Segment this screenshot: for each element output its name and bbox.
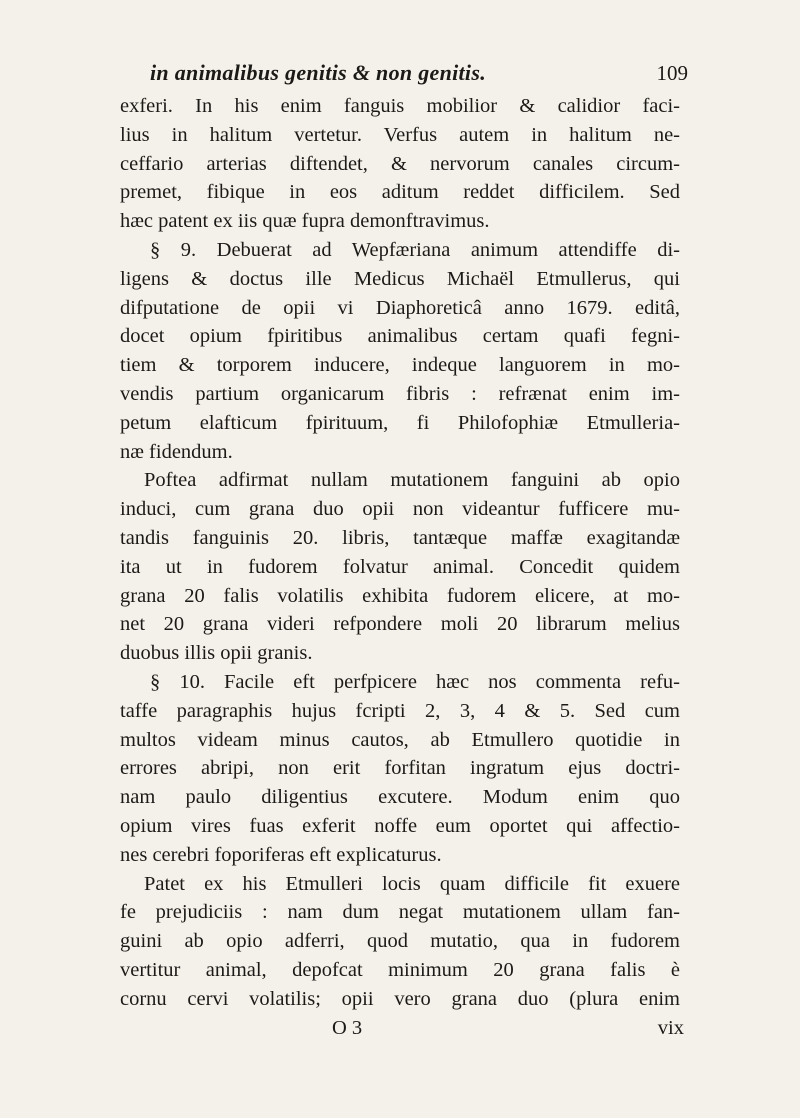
body-text bbox=[120, 92, 680, 1014]
text-line: ita ut in fudorem folvatur animal. Concedit quidem bbox=[120, 555, 680, 578]
text-line: vertitur animal, depofcat minimum 20 grana falis è bbox=[120, 958, 680, 981]
page-footer bbox=[120, 1014, 684, 1042]
text-line: ceffario arterias diftendet, & nervorum canales circum- bbox=[120, 152, 680, 175]
signature-mark: O 3 bbox=[332, 1016, 363, 1039]
text-line: exferi. In his enim fanguis mobilior & calidior faci- bbox=[120, 95, 680, 117]
text-line: vendis partium organicarum fibris : refrænat enim im- bbox=[120, 382, 680, 405]
text-line: errores abripi, non erit forfitan ingratum ejus doctri- bbox=[120, 757, 680, 780]
catchword: vix bbox=[657, 1016, 684, 1039]
text-line: nes cerebri foporiferas eft explicaturus. bbox=[120, 843, 442, 866]
text-line: næ fidendum. bbox=[120, 440, 233, 463]
text-line: tiem & torporem inducere, indeque languorem in mo- bbox=[120, 354, 680, 377]
text-line: cornu cervi volatilis; opii vero grana duo (plura enim bbox=[120, 987, 680, 1010]
text-line: multos videam minus cautos, ab Etmullero quotidie in bbox=[120, 728, 680, 751]
text-line: guini ab opio adferri, quod mutatio, qua in fudorem bbox=[120, 930, 680, 953]
text-line: tandis fanguinis 20. libris, tantæque maffæ exagitandæ bbox=[120, 526, 680, 549]
section-9-start: § 9. Debuerat ad Wepfæriana animum attendiffe di- bbox=[150, 238, 680, 261]
text-line: lius in halitum vertetur. Verfus autem in halitum ne- bbox=[120, 123, 680, 146]
running-title: in animalibus genitis & non genitis. bbox=[150, 60, 487, 85]
text-line: difputatione de opii vi Diaphoreticâ anno 1679. editâ, bbox=[120, 296, 680, 319]
paragraph-start: Patet ex his Etmulleri locis quam difficile fit exuere bbox=[144, 872, 680, 895]
text-line: grana 20 falis volatilis exhibita fudorem elicere, at mo- bbox=[120, 584, 680, 607]
text-line: hæc patent ex iis quæ fupra demonftravimus. bbox=[120, 210, 490, 233]
text-line: fe prejudiciis : nam dum negat mutationem ullam fan- bbox=[120, 901, 680, 924]
text-line: premet, fibique in eos aditum reddet difficilem. Sed bbox=[120, 181, 680, 204]
text-line: docet opium fpiritibus animalibus certam quafi fegni- bbox=[120, 325, 680, 348]
text-line: taffe paragraphis hujus fcripti 2, 3, 4 & 5. Sed cum bbox=[120, 699, 680, 722]
text-line: opium vires fuas exferit noffe eum oportet qui affectio- bbox=[120, 814, 680, 837]
section-10-start: § 10. Facile eft perfpicere hæc nos commenta refu- bbox=[150, 670, 680, 693]
page-number: 109 bbox=[656, 61, 688, 85]
text-line: petum elafticum fpirituum, fi Philofophiæ Etmulleria- bbox=[120, 411, 680, 434]
paragraph-start: Poftea adfirmat nullam mutationem fanguini ab opio bbox=[144, 469, 680, 492]
text-line: induci, cum grana duo opii non videantur fufficere mu- bbox=[120, 498, 680, 521]
running-head bbox=[120, 58, 688, 92]
text-line: nam paulo diligentius excutere. Modum enim quo bbox=[120, 786, 680, 809]
text-line: ligens & doctus ille Medicus Michaël Etmullerus, qui bbox=[120, 267, 680, 290]
text-line: net 20 grana videri refpondere moli 20 librarum melius bbox=[120, 613, 680, 636]
book-page bbox=[120, 58, 688, 1042]
text-line: duobus illis opii granis. bbox=[120, 642, 313, 665]
